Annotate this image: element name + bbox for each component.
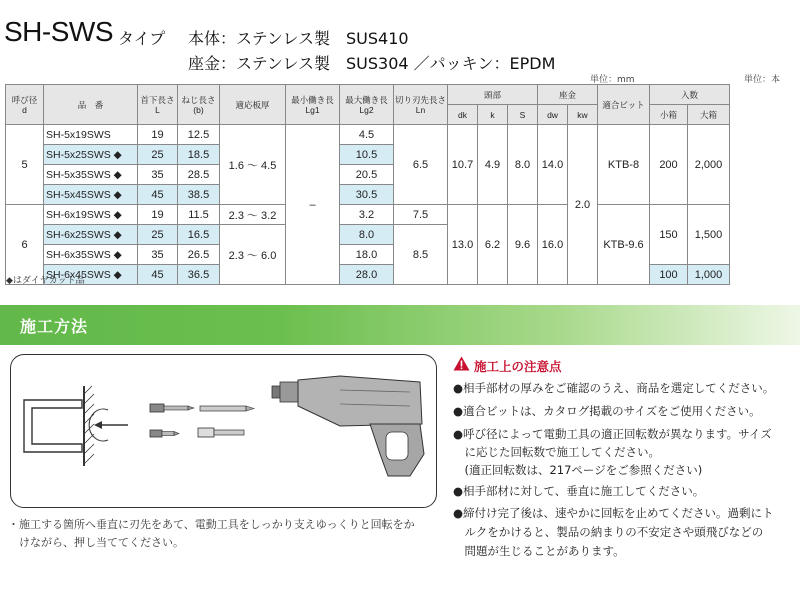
cell-L: 35	[138, 165, 178, 185]
cell-part-number: SH-5x19SWS	[44, 125, 138, 145]
cell-ln-6a: 7.5	[394, 205, 448, 225]
unit-piece-label: 単位：本	[744, 75, 781, 85]
driver-bit-icon	[200, 406, 254, 411]
installation-illustration	[10, 354, 437, 508]
cell-dw-6: 16.0	[538, 205, 568, 285]
screw-long-icon	[150, 404, 194, 412]
header-kw: kw	[568, 105, 598, 125]
caution-item: ●締付け完了後は、速やかに回転を止めてください。過剰にト	[453, 506, 774, 520]
power-drill-icon	[272, 376, 424, 476]
header-diameter: 呼び径 d	[6, 85, 44, 125]
header-part-number: 品 番	[44, 85, 138, 125]
table-header-row	[6, 85, 730, 105]
header-dk: dk	[448, 105, 478, 125]
product-title: SH-SWS	[4, 16, 113, 47]
cell-lg2: 4.5	[340, 125, 394, 145]
cell-plate-a: 1.6 ～ 4.5	[220, 125, 286, 205]
cell-lg2: 28.0	[340, 265, 394, 285]
cell-b: 36.5	[178, 265, 220, 285]
caution-item: ●相手部材の厚みをご確認のうえ、商品を選定してください。	[453, 381, 775, 395]
cell-L: 45	[138, 265, 178, 285]
cell-d-5: 5	[6, 125, 44, 205]
cell-bit-6: KTB-9.6	[598, 205, 650, 285]
section-header-bar	[0, 305, 800, 345]
cell-lg2: 3.2	[340, 205, 394, 225]
cell-dk-5: 10.7	[448, 125, 478, 205]
caution-item: に応じた回転数で施工してください。	[453, 445, 660, 459]
caution-item: (適正回転数は、217ページをご参照ください)	[453, 463, 703, 477]
cell-L: 25	[138, 225, 178, 245]
cell-part-number: SH-6x45SWS ◆	[44, 265, 138, 285]
cell-part-number: SH-6x35SWS ◆	[44, 245, 138, 265]
cell-large-6a: 1,500	[688, 205, 730, 265]
diamond-cut-note: ◆はダイヤカット品	[6, 276, 85, 286]
header-washer: 座金	[538, 85, 598, 105]
header-s: S	[508, 105, 538, 125]
cell-large-5: 2,000	[688, 125, 730, 205]
header-k: k	[478, 105, 508, 125]
cell-part-number: SH-5x25SWS ◆	[44, 145, 138, 165]
cell-lg2: 8.0	[340, 225, 394, 245]
warning-icon	[453, 356, 470, 371]
cell-ln-6b: 8.5	[394, 225, 448, 285]
cell-ln-5: 6.5	[394, 125, 448, 205]
cell-b: 26.5	[178, 245, 220, 265]
cell-lg1: –	[286, 125, 340, 285]
cell-dk-6: 13.0	[448, 205, 478, 285]
cell-kw: 2.0	[568, 125, 598, 285]
caution-item: ●呼び径によって電動工具の適正回転数が異なります。サイズ	[453, 427, 772, 441]
caution-item: ルクをかけると、製品の納まりの不安定さや頭飛びなどの	[453, 525, 764, 539]
cell-L: 45	[138, 185, 178, 205]
section-title: 施工方法	[20, 317, 89, 336]
cell-dw-5: 14.0	[538, 125, 568, 205]
cell-d-6: 6	[6, 205, 44, 285]
table-row	[6, 125, 730, 145]
procedure-text-line: けながら、押し当ててください。	[8, 536, 184, 549]
header-bit: 適合ビット	[598, 85, 650, 125]
header-ln: 切り刃先長さ Ln	[394, 85, 448, 125]
cell-lg2: 10.5	[340, 145, 394, 165]
cell-lg2: 30.5	[340, 185, 394, 205]
procedure-text-line: ・施工する箇所へ垂直に刃先をあて、電動工具をしっかり支えゆっくりと回転をか	[8, 518, 415, 531]
product-type-suffix: タイプ	[118, 29, 166, 48]
cell-plate-c: 2.3 ～ 6.0	[220, 225, 286, 285]
cell-L: 25	[138, 145, 178, 165]
cell-part-number: SH-5x45SWS ◆	[44, 185, 138, 205]
cell-small-6b: 100	[650, 265, 688, 285]
screw-short-icon	[150, 430, 179, 437]
material-washer-spec: 座金：ステンレス製 SUS304 ／パッキン：EPDM	[188, 54, 556, 73]
cell-lg2: 18.0	[340, 245, 394, 265]
cell-s-6: 9.6	[508, 205, 538, 285]
cell-b: 38.5	[178, 185, 220, 205]
cell-k-6: 6.2	[478, 205, 508, 285]
cell-b: 18.5	[178, 145, 220, 165]
header-large-box: 大箱	[688, 105, 730, 125]
caution-item: 問題が生じることがあります。	[453, 544, 625, 558]
cell-b: 11.5	[178, 205, 220, 225]
spec-table	[5, 84, 730, 285]
header-thread-length: ねじ長さ (b)	[178, 85, 220, 125]
c-channel-icon	[24, 400, 82, 452]
cell-small-6a: 150	[650, 205, 688, 265]
cell-large-6b: 1,000	[688, 265, 730, 285]
header-lg1: 最小働き長 Lg1	[286, 85, 340, 125]
header-dw: dw	[538, 105, 568, 125]
cell-small-5: 200	[650, 125, 688, 205]
cell-L: 19	[138, 125, 178, 145]
header-head: 頭部	[448, 85, 538, 105]
caution-title: 施工上の注意点	[474, 359, 562, 374]
arrow-head-icon	[94, 421, 102, 429]
cell-b: 16.5	[178, 225, 220, 245]
cell-s-5: 8.0	[508, 125, 538, 205]
caution-item: ●適合ビットは、カタログ掲載のサイズをご使用ください。	[453, 404, 761, 418]
cell-part-number: SH-5x35SWS ◆	[44, 165, 138, 185]
cell-b: 28.5	[178, 165, 220, 185]
table-row	[6, 205, 730, 225]
material-body-spec: 本体：ステンレス製 SUS410	[188, 29, 409, 48]
cell-part-number: SH-6x19SWS ◆	[44, 205, 138, 225]
cell-lg2: 20.5	[340, 165, 394, 185]
header-plate-thickness: 適応板厚	[220, 85, 286, 125]
header-lg2: 最大働き長 Lg2	[340, 85, 394, 125]
caution-item: ●相手部材に対して、垂直に施工してください。	[453, 484, 705, 498]
header-small-box: 小箱	[650, 105, 688, 125]
cell-bit-5: KTB-8	[598, 125, 650, 205]
cell-b: 12.5	[178, 125, 220, 145]
cell-k-5: 4.9	[478, 125, 508, 205]
header-length: 首下長さ L	[138, 85, 178, 125]
header-quantity: 入数	[650, 85, 730, 105]
socket-bit-icon	[198, 428, 244, 437]
cell-part-number: SH-6x25SWS ◆	[44, 225, 138, 245]
cell-plate-b: 2.3 ～ 3.2	[220, 205, 286, 225]
unit-mm-label: 単位：mm	[590, 75, 635, 85]
cell-L: 19	[138, 205, 178, 225]
cell-L: 35	[138, 245, 178, 265]
